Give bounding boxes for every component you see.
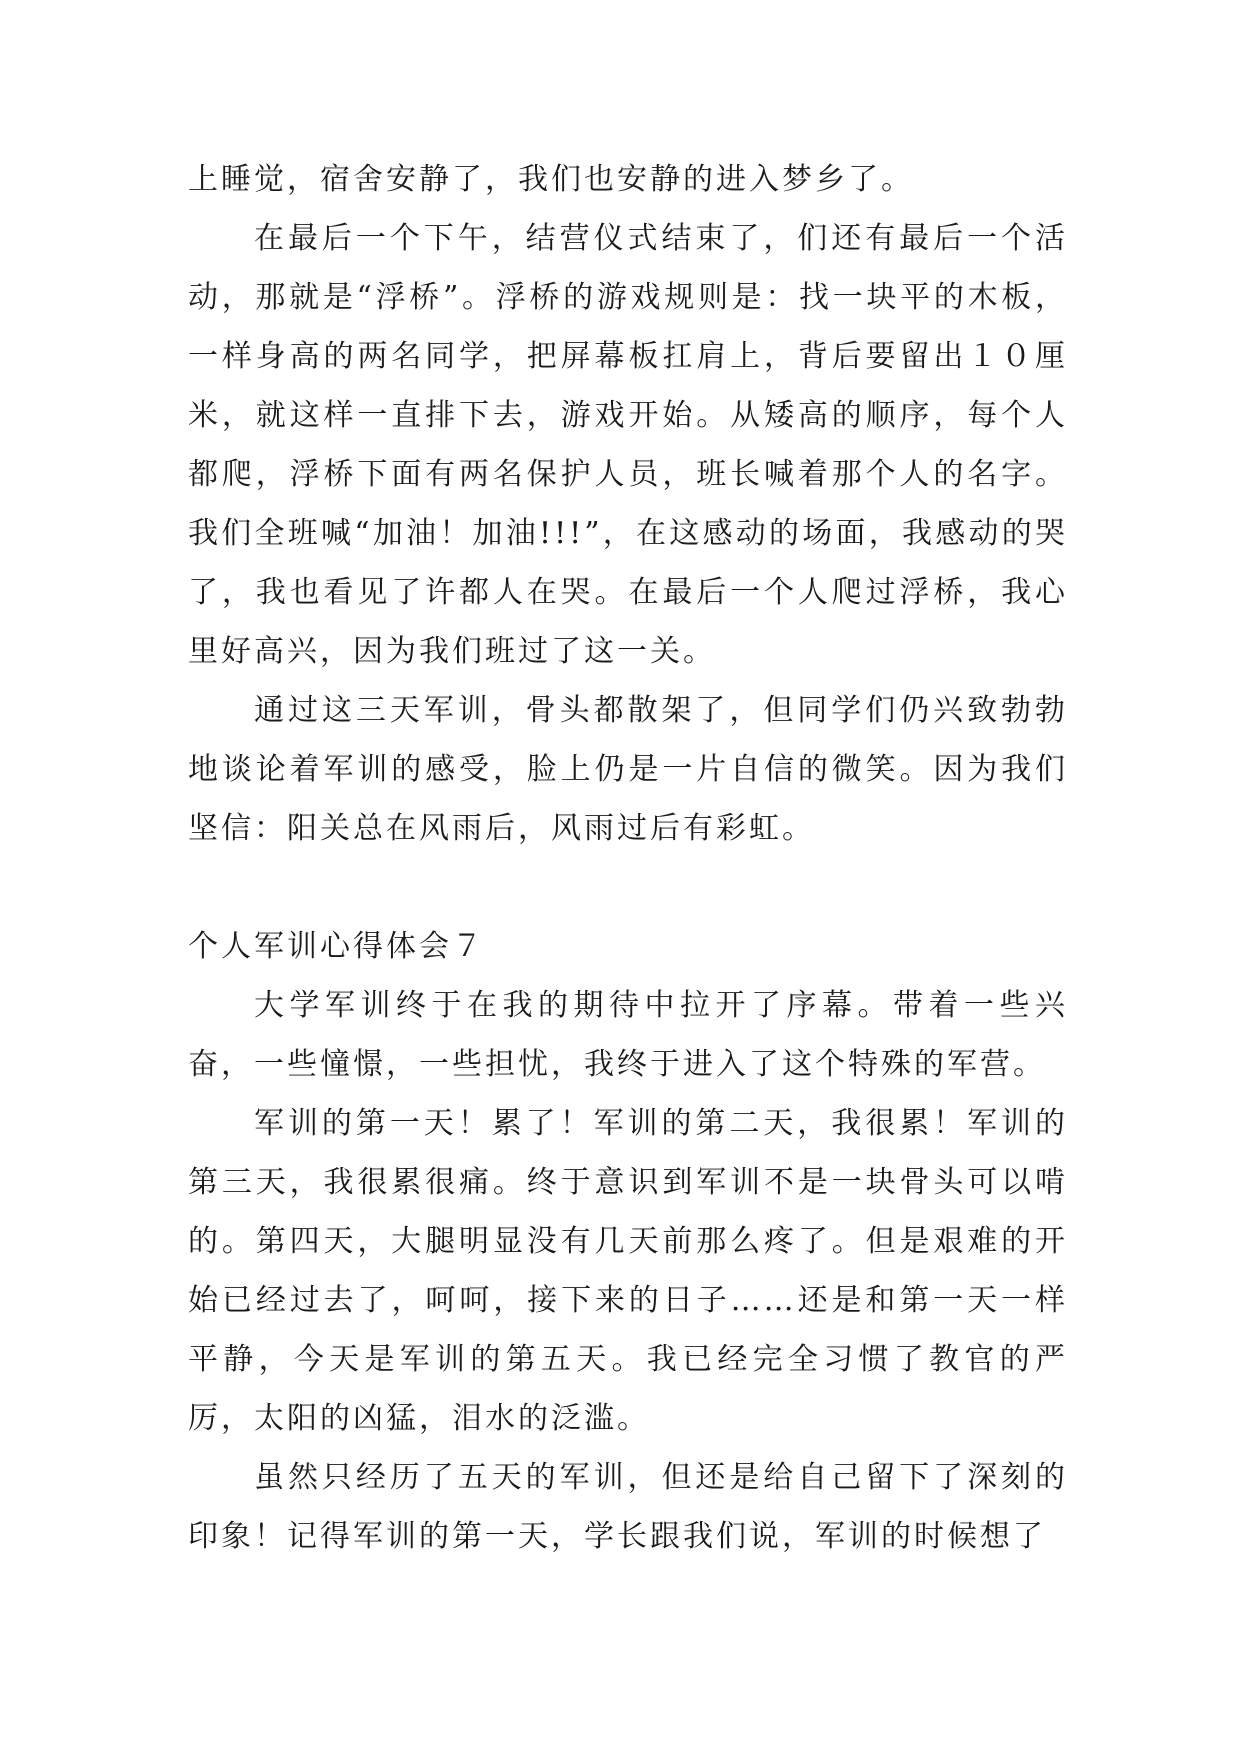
paragraph-conclusion: 通过这三天军训，骨头都散架了，但同学们仍兴致勃勃地谈论着军训的感受，脸上仍是一片自信的微笑。因为我们坚信：阳关总在风雨后，风雨过后有彩虹。 [188,693,1068,846]
paragraph-training-days: 军训的第一天！累了！军训的第二天，我很累！军训的第三天，我很累很痛。终于意识到军训不是一块骨头可以啃的。第四天，大腿明显没有几天前那么疼了。但是艰难的开始已经过去了，呵呵，接下来的日子……还是和第一天一样平静，今天是军训的第五天。我已经完全习惯了教官的严厉，太阳的凶猛，泪水的泛滥。 [188,1106,1068,1436]
paragraph-floating-bridge: 在最后一个下午，结营仪式结束了，们还有最后一个活动，那就是“浮桥”。浮桥的游戏规则是：找一块平的木板，一样身高的两名同学，把屏幕板扛肩上，背后要留出１０厘米，就这样一直排下去，游戏开始。从矮高的顺序，每个人都爬，浮桥下面有两名保护人员，班长喊着那个人的名字。我们全班喊“加油！加油!!!”，在这感动的场面，我感动的哭了，我也看见了许都人在哭。在最后一个人爬过浮桥，我心里好高兴，因为我们班过了这一关。 [188,221,1068,669]
continuation-paragraph: 上睡觉，宿舍安静了，我们也安静的进入梦乡了。 [188,162,914,197]
section-title: 个人军训心得体会７ [188,929,485,964]
paragraph-intro: 大学军训终于在我的期待中拉开了序幕。带着一些兴奋，一些憧憬，一些担忧，我终于进入了这个特殊的军营。 [188,988,1068,1082]
section-spacer [188,858,1068,917]
paragraph-impression: 虽然只经历了五天的军训，但还是给自己留下了深刻的印象！记得军训的第一天，学长跟我们说，军训的时候想了 [188,1460,1068,1554]
document-body [188,150,1068,1566]
